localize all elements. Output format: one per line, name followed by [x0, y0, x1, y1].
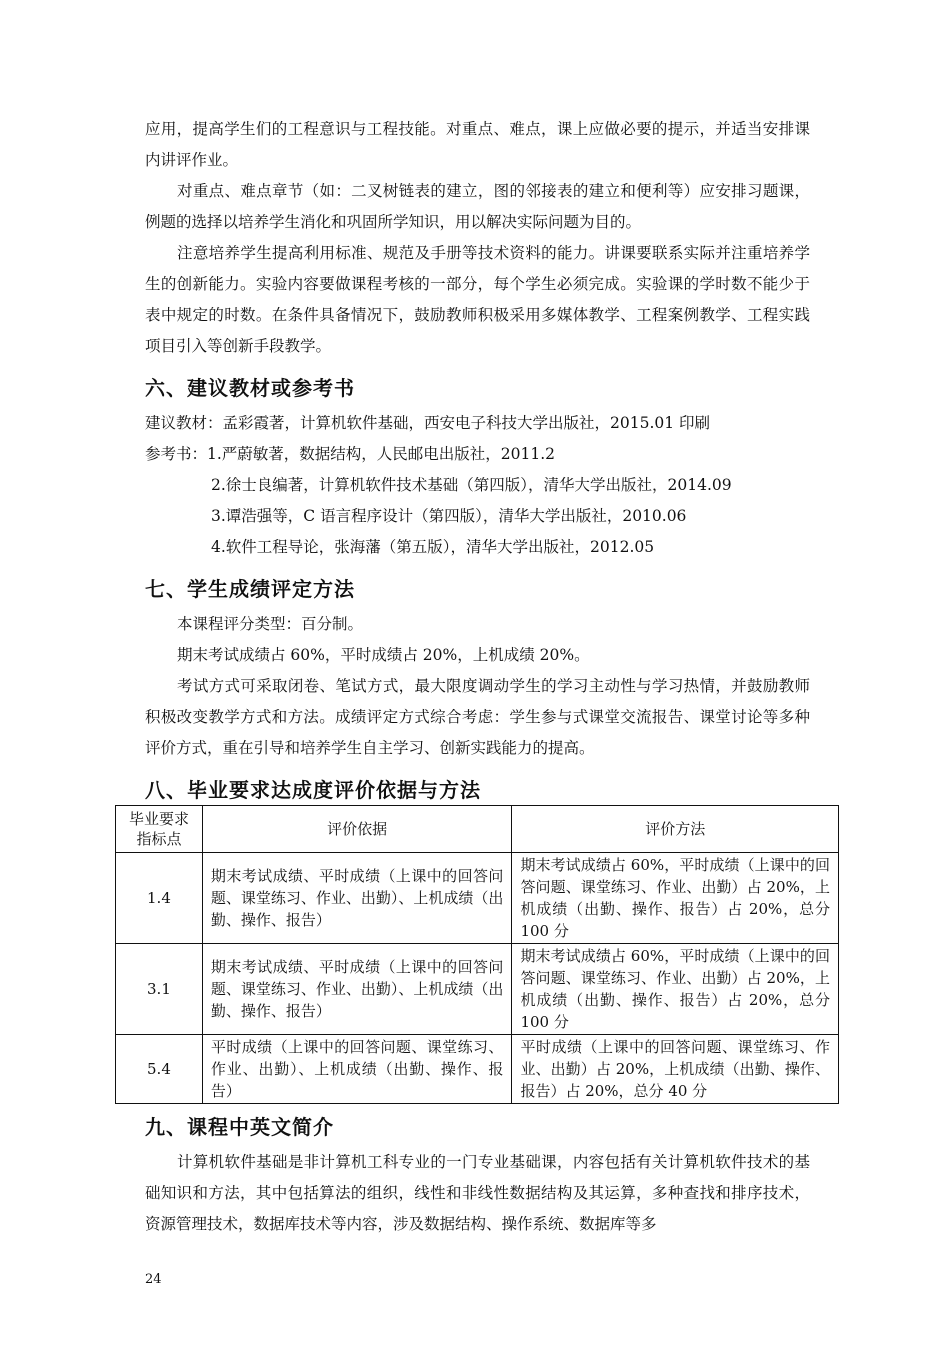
section-9 [145, 1101, 810, 1240]
recommended-textbook: 建议教材：孟彩霞著，计算机软件基础，西安电子科技大学出版社，2015.01 印刷 [145, 414, 711, 432]
header-point-line1: 毕业要求 [128, 810, 189, 828]
evaluation-table-wrapper [115, 805, 839, 1104]
row-basis: 期末考试成绩、平时成绩（上课中的回答问题、课堂练习、作业、出勤）、上机成绩（出勤、操作、报告） [202, 944, 512, 1035]
header-point-line2: 指标点 [136, 830, 182, 848]
evaluation-table [115, 805, 839, 1104]
header-method: 评价方法 [512, 806, 839, 853]
row-indicator-point: 3.1 [116, 944, 203, 1035]
table-row [116, 944, 839, 1035]
table-row [116, 853, 839, 944]
header-basis: 评价依据 [202, 806, 512, 853]
paragraph-intro-1: 应用，提高学生们的工程意识与工程技能。对重点、难点，课上应做必要的提示，并适当安排课内讲评作业。 [145, 120, 810, 169]
page-number: 24 [145, 1272, 162, 1287]
row-method: 平时成绩（上课中的回答问题、课堂练习、作业、出勤）占 20%，上机成绩（出勤、操作、报告）占 20%，总分 40 分 [512, 1035, 839, 1104]
grading-weights: 期末考试成绩占 60%，平时成绩占 20%，上机成绩 20%。 [177, 646, 590, 664]
course-introduction: 计算机软件基础是非计算机工科专业的一门专业基础课，内容包括有关计算机软件技术的基础知识和方法，其中包括算法的组织，线性和非线性数据结构及其运算，多种查找和排序技术，资源管理技术，数据库技术等内容，涉及数据结构、操作系统、数据库等多 [145, 1153, 810, 1233]
section-9-heading: 九、课程中英文简介 [145, 1115, 334, 1139]
reference-1: 参考书：1.严蔚敏著，数据结构，人民邮电出版社，2011.2 [145, 445, 556, 463]
paragraph-intro-2: 对重点、难点章节（如：二叉树链表的建立，图的邻接表的建立和便利等）应安排习题课，例题的选择以培养学生消化和巩固所学知识，用以解决实际问题为目的。 [145, 182, 810, 231]
main-content [145, 114, 810, 810]
table-row [116, 1035, 839, 1104]
reference-4: 4.软件工程导论，张海藩（第五版），清华大学出版社，2012.05 [211, 538, 655, 556]
section-7-heading: 七、学生成绩评定方法 [145, 577, 355, 601]
row-indicator-point: 1.4 [116, 853, 203, 944]
reference-3: 3.谭浩强等，C 语言程序设计（第四版），清华大学出版社，2010.06 [211, 507, 687, 525]
reference-2: 2.徐士良编著，计算机软件技术基础（第四版），清华大学出版社，2014.09 [211, 476, 732, 494]
table-header-row [116, 806, 839, 853]
exam-method: 考试方式可采取闭卷、笔试方式，最大限度调动学生的学习主动性与学习热情，并鼓励教师积极改变教学方式和方法。成绩评定方式综合考虑：学生参与式课堂交流报告、课堂讨论等多种评价方式，重在引导和培养学生自主学习、创新实践能力的提高。 [145, 677, 810, 757]
row-method: 期末考试成绩占 60%，平时成绩（上课中的回答问题、课堂练习、作业、出勤）占 20%，上机成绩（出勤、操作、报告）占 20%，总分 100 分 [512, 944, 839, 1035]
row-basis: 平时成绩（上课中的回答问题、课堂练习、作业、出勤）、上机成绩（出勤、操作、报告） [202, 1035, 512, 1104]
section-6-heading: 六、建议教材或参考书 [145, 376, 355, 400]
section-8-heading: 八、毕业要求达成度评价依据与方法 [145, 778, 481, 802]
paragraph-intro-3: 注意培养学生提高利用标准、规范及手册等技术资料的能力。讲课要联系实际并注重培养学生的创新能力。实验内容要做课程考核的一部分，每个学生必须完成。实验课的学时数不能少于表中规定的时数。在条件具备情况下，鼓励教师积极采用多媒体教学、工程案例教学、工程实践项目引入等创新手段教学。 [145, 244, 810, 355]
row-basis: 期末考试成绩、平时成绩（上课中的回答问题、课堂练习、作业、出勤）、上机成绩（出勤、操作、报告） [202, 853, 512, 944]
row-indicator-point: 5.4 [116, 1035, 203, 1104]
row-method: 期末考试成绩占 60%，平时成绩（上课中的回答问题、课堂练习、作业、出勤）占 20%，上机成绩（出勤、操作、报告）占 20%，总分 100 分 [512, 853, 839, 944]
grading-type: 本课程评分类型：百分制。 [177, 615, 364, 633]
header-indicator-point [116, 806, 203, 853]
